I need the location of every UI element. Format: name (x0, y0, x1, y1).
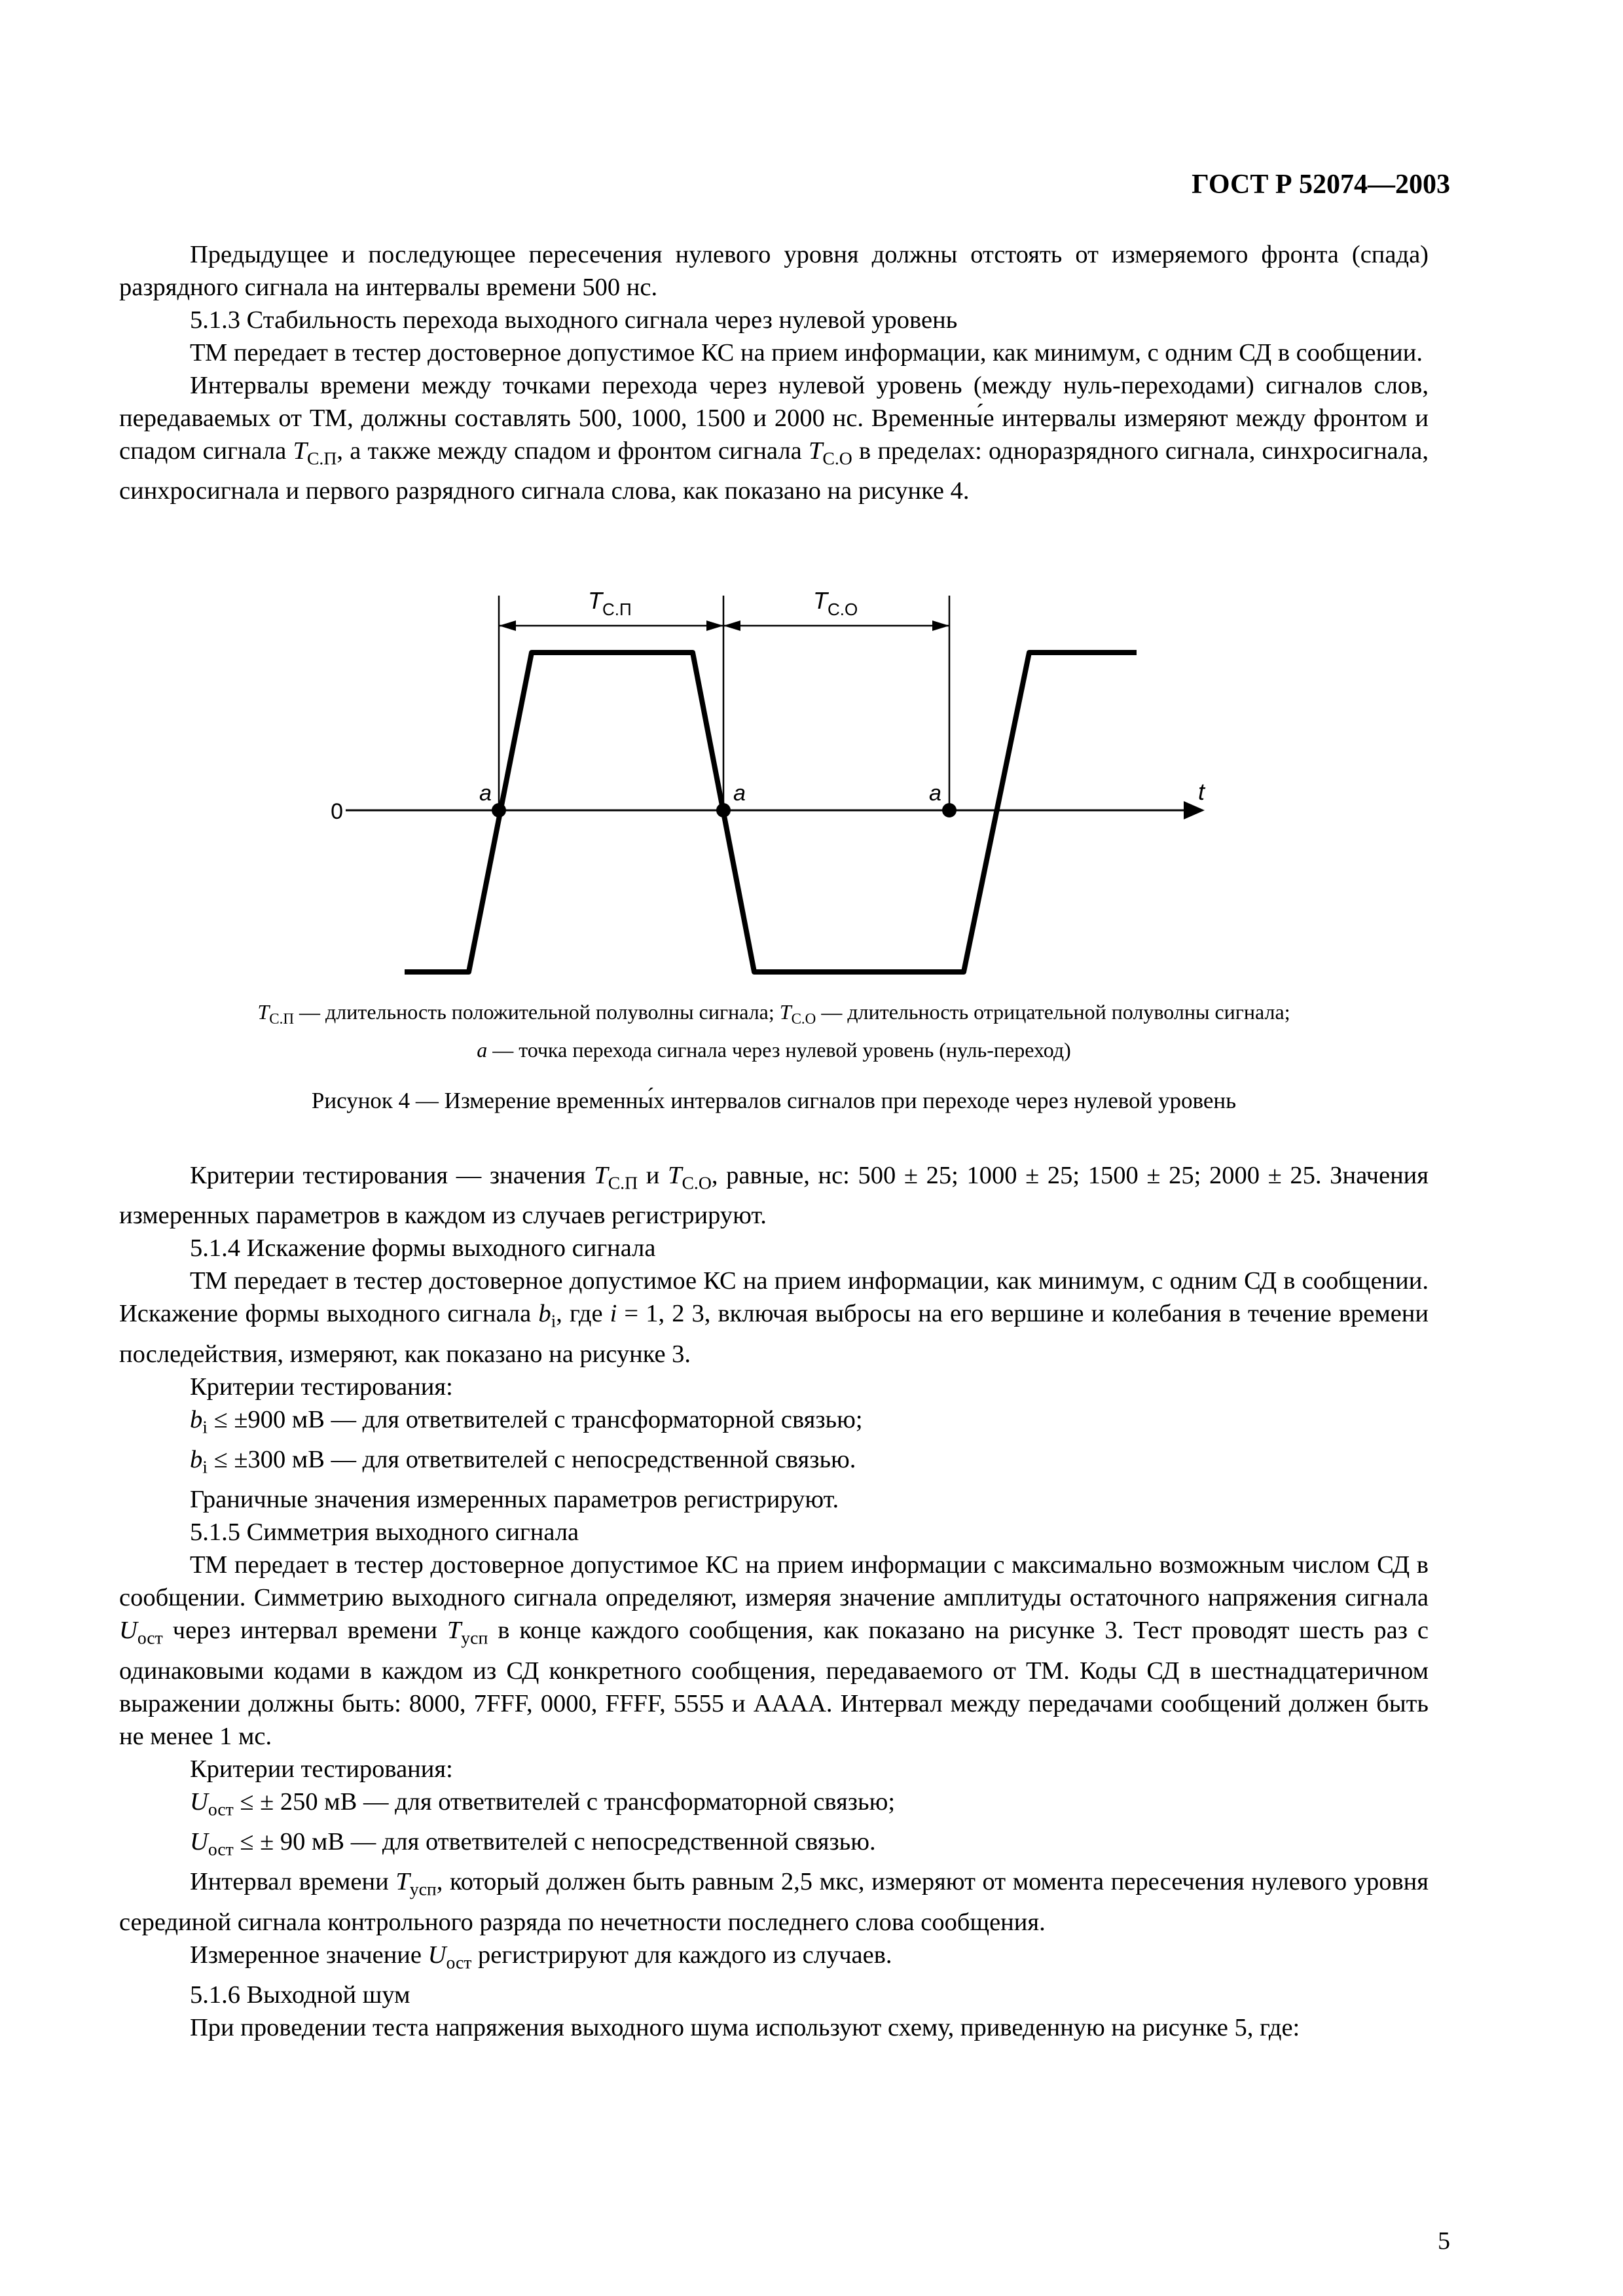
zero-crossing-point-2 (716, 803, 731, 817)
page-number: 5 (1438, 2227, 1450, 2255)
zero-crossing-point-1 (492, 803, 506, 817)
section-heading-5-1-3: 5.1.3 Стабильность перехода выходного сигнала через нулевой уровень (190, 306, 958, 334)
paragraph-output-noise: При проведении теста напряжения выходного шума используют схему, приведенную на рисунке 5, где: (190, 2013, 1300, 2041)
legend-line-1: $T_{С.П}$ — длительность положительной полуволны сигнала; $T_{С.О}$ — длительность отрицательной полуволны сигнала; (257, 1000, 1290, 1027)
criteria-uost-direct: $U_{ост}$ ≤ ± 90 мВ — для ответвителей с непосредственной связью. (190, 1827, 876, 1859)
criteria-bi-transformer: $b_i \le \pm 900$ мВ — для ответвителей с трансформаторной связью; (190, 1405, 863, 1437)
arrow-tco-right (932, 620, 949, 631)
paragraph-distortion: ТМ передает в тестер достоверное допустимое КС на прием информации, как минимум, с одним СД в сообщении. Искажение формы выходного сигнала $b_i$, где i = 1, 2 3, включая выбросы на его вершине и колебания в течение времени последействия, измеряют, как показано на рисунке 3. (119, 1267, 1429, 1368)
arrow-tcp-right (706, 620, 723, 631)
point-a-label-3: a (929, 781, 941, 806)
paragraph-symmetry: ТМ передает в тестер достоверное допустимое КС на прием информации с максимально возможным числом СД в сообщении. Симметрию выходного сигнала определяют, измеряя значение амплитуды остаточного напряжения сигнала $U_{ост}$ через интервал времени $T_{усп}$ в конце каждого сообщения, как показано на рисунке 3. Тест проводят шесть раз с одинаковыми кодами в каждом из СД конкретного сообщения, передаваемого от ТМ. Коды СД в шестнадцатеричном выражении должны быть: 8000, 7FFF, 0000, FFFF, 5555 и AAAA. Интервал между передачами сообщений должен быть не менее 1 мс. (119, 1551, 1429, 1750)
paragraph-boundary-values: Граничные значения измеренных параметров регистрируют. (190, 1486, 839, 1514)
paragraph-criteria-intervals: Критерии тестирования — значения $T_{С.П}$ и $T_{С.О}$, равные, нс: 500 ± 25; 1000 ± 25; 1500 ± 25; 2000 ± 25. Значения измеренных параметров в каждом из случаев регистрируют. (119, 1162, 1429, 1230)
zero-level-label: 0 (331, 799, 343, 824)
paragraph-zero-crossing-intervals: Предыдущее и последующее пересечения нулевого уровня должны отстоять от измеряемого фронта (спада) разрядного сигнала на интервалы времени 500 нс. (119, 241, 1429, 301)
text-block-top (119, 238, 1429, 507)
section-heading-5-1-6: 5.1.6 Выходной шум (190, 1981, 410, 2009)
paragraph-tusp-interval: Интервал времени $T_{усп}$, который должен быть равным 2,5 мкс, измеряют от момента пересечения нулевого уровня серединой сигнала контрольного разряда по нечетности последнего слова сообщения. (119, 1868, 1429, 1936)
paragraph-time-intervals: Интервалы времени между точками перехода через нулевой уровень (между нуль-переходами) сигналов слов, передаваемых от ТМ, должны составлять 500, 1000, 1500 и 2000 нс. Временны́е интервалы измеряют между фронтом и спадом сигнала $T_{С.П}$, а также между спадом и фронтом сигнала $T_{С.О}$ в пределах: одноразрядного сигнала, синхросигнала, синхросигнала и первого разрядного сигнала слова, как показано на рисунке 4. (119, 372, 1429, 505)
zero-crossing-point-3 (942, 803, 957, 817)
arrow-tco-left (723, 620, 740, 631)
label-tcp: $T_{С.П}$ (588, 587, 632, 619)
criteria-uost-transformer: $U_{ост}$ ≤ ± 250 мВ — для ответвителей с трансформаторной связью; (190, 1787, 896, 1819)
point-a-label-1: a (479, 781, 492, 806)
paragraph-measured-value: Измеренное значение $U_{ост}$ регистрируют для каждого из случаев. (190, 1941, 892, 1972)
paragraph-tm-transmits: ТМ передает в тестер достоверное допустимое КС на прием информации, как минимум, с одним СД в сообщении. (190, 339, 1423, 367)
arrow-tcp-left (499, 620, 516, 631)
criteria-bi-direct: $b_i \le \pm 300$ мВ — для ответвителей с непосредственной связью. (190, 1445, 856, 1477)
legend-line-2: a — точка перехода сигнала через нулевой уровень (нуль-переход) (477, 1037, 1071, 1062)
figure-4-zero-crossing-diagram (327, 576, 1244, 982)
figure-4-legend (119, 996, 1429, 1066)
time-axis-label: t (1198, 778, 1205, 805)
label-tco: $T_{С.О}$ (813, 587, 858, 619)
section-heading-5-1-4: 5.1.4 Искажение формы выходного сигнала (190, 1234, 656, 1263)
signal-waveform (405, 653, 1137, 972)
criteria-label-1: Критерии тестирования: (190, 1372, 453, 1401)
figure-4-title: Рисунок 4 — Измерение временны́х интервалов сигналов при переходе через нулевой уровень (311, 1088, 1237, 1113)
point-a-label-2: a (733, 781, 746, 806)
criteria-label-2: Критерии тестирования: (190, 1755, 453, 1783)
text-block-bottom (119, 1159, 1429, 2044)
section-heading-5-1-5: 5.1.5 Симметрия выходного сигнала (190, 1518, 579, 1547)
document-code: ГОСТ Р 52074—2003 (1192, 170, 1450, 200)
